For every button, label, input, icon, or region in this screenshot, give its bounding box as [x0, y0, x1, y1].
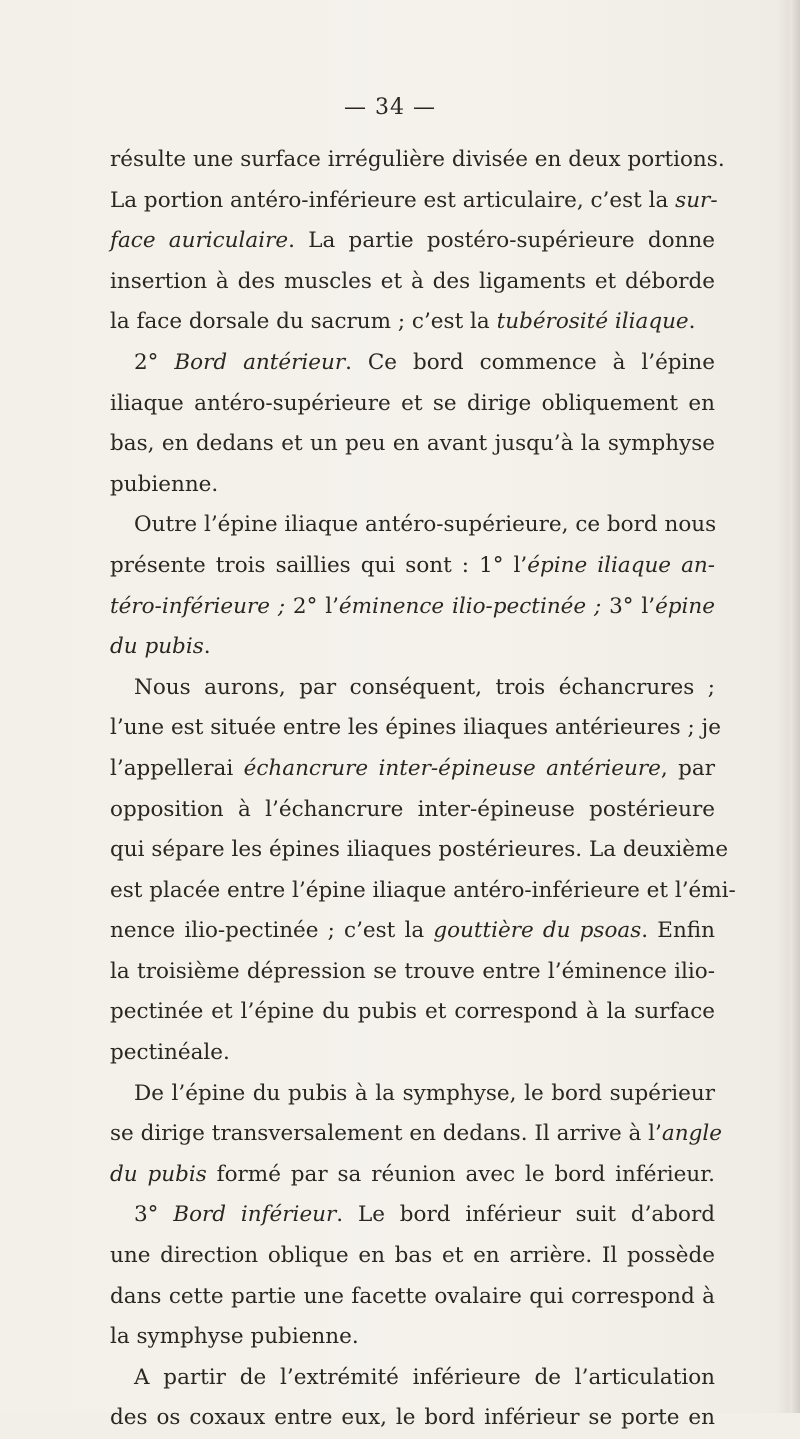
italic-term: face auriculaire	[110, 228, 289, 254]
text-line	[110, 546, 715, 587]
text-run: 3° l’	[609, 593, 656, 619]
text-run: résulte une surface irrégulière divisée en deux portions.	[110, 147, 725, 172]
text-line	[110, 1317, 715, 1358]
body-text	[110, 140, 736, 1439]
text-run: 2°	[134, 349, 175, 375]
text-run: . Ce bord commence à l’épine	[345, 349, 716, 375]
text-run: dans cette partie une facette ovalaire qui correspond à	[110, 1283, 715, 1309]
text-line	[110, 749, 715, 790]
text-line	[110, 911, 715, 952]
text-line	[110, 343, 715, 384]
text-line	[110, 790, 715, 831]
text-run: la troisième dépression se trouve entre l’éminence ilio-	[110, 958, 715, 984]
text-line	[110, 1033, 715, 1074]
text-run: des os coxaux entre eux, le bord inférieur se porte en	[110, 1405, 715, 1431]
page-number: — 34 —	[344, 95, 436, 120]
text-run: pubienne.	[110, 471, 219, 497]
text-line	[110, 424, 715, 465]
text-run: . Enfin	[641, 918, 715, 944]
italic-term: épine	[655, 593, 715, 619]
text-run: Outre l’épine iliaque antéro-supérieure, ce bord nous	[134, 512, 717, 538]
italic-term: angle	[661, 1121, 722, 1147]
text-line	[110, 668, 715, 709]
text-line	[110, 384, 715, 425]
italic-term: échancrure inter-épineuse antérieure	[243, 755, 661, 781]
text-run: présente trois saillies qui sont : 1° l’	[110, 552, 528, 578]
text-run: iliaque antéro-supérieure et se dirige obliquement en	[110, 390, 715, 416]
text-line	[110, 992, 715, 1033]
text-run: , par	[660, 755, 715, 781]
text-line	[110, 505, 715, 546]
text-run: l’appellerai	[110, 755, 244, 781]
text-run: . La partie postéro-supérieure donne	[288, 228, 715, 254]
text-run: .	[203, 634, 211, 660]
italic-term: du pubis	[110, 1161, 207, 1187]
text-run: une direction oblique en bas et en arrière. Il possède	[110, 1243, 715, 1269]
text-line	[110, 1114, 722, 1155]
italic-term: épine iliaque an-	[527, 552, 715, 578]
text-run: La portion antéro-inférieure est articulaire, c’est la	[110, 187, 676, 213]
text-line	[110, 708, 721, 749]
italic-term: du pubis	[110, 634, 204, 660]
text-run: nence ilio-pectinée ; c’est la	[110, 918, 434, 944]
text-line	[110, 871, 736, 912]
text-run: Nous aurons, par conséquent, trois échancrures ;	[134, 674, 715, 700]
text-line	[110, 221, 715, 262]
text-line	[110, 140, 725, 181]
italic-term: éminence ilio-pectinée ;	[338, 593, 610, 619]
text-run: opposition à l’échancrure inter-épineuse postérieure	[110, 796, 715, 822]
text-line	[110, 627, 715, 668]
text-run: bas, en dedans et un peu en avant jusqu’à la symphyse	[110, 431, 715, 457]
page-edge	[790, 0, 800, 1413]
italic-term: gouttière du psoas	[433, 918, 642, 944]
text-run: est placée entre l’épine iliaque antéro-inférieure et l’émi-	[110, 877, 736, 903]
italic-term: téro-inférieure ;	[110, 593, 293, 619]
text-line	[110, 830, 729, 871]
text-run: insertion à des muscles et à des ligaments et déborde	[110, 268, 715, 294]
text-run: 3°	[134, 1202, 174, 1228]
text-line	[110, 302, 715, 343]
text-line	[110, 1074, 715, 1115]
text-line	[110, 587, 715, 628]
text-run: De l’épine du pubis à la symphyse, le bord supérieur	[134, 1080, 715, 1106]
text-run: se dirige transversalement en dedans. Il arrive à l’	[110, 1121, 662, 1147]
text-line	[110, 1277, 715, 1318]
text-line	[110, 1236, 715, 1277]
text-line	[110, 1358, 715, 1399]
text-run: la symphyse pubienne.	[110, 1324, 359, 1350]
text-run: formé par sa réunion avec le bord inférieur.	[206, 1161, 715, 1187]
text-run: qui sépare les épines iliaques postérieures. La deuxième	[110, 837, 729, 863]
text-run: pectinée et l’épine du pubis et correspond à la surface	[110, 999, 715, 1025]
text-line	[110, 1398, 715, 1439]
text-run: pectinéale.	[110, 1040, 230, 1066]
text-line	[110, 1155, 715, 1196]
text-run: .	[688, 309, 696, 335]
text-line	[110, 181, 718, 222]
text-run: la face dorsale du sacrum ; c’est la	[110, 309, 497, 335]
text-run: l’une est située entre les épines iliaques antérieures ; je	[110, 715, 721, 741]
text-run: . Le bord inférieur suit d’abord	[336, 1202, 715, 1228]
text-line	[110, 465, 715, 506]
text-run: 2° l’	[292, 593, 339, 619]
text-line	[110, 262, 715, 303]
italic-term: Bord inférieur	[173, 1202, 337, 1228]
text-line	[110, 952, 715, 993]
italic-term: tubérosité iliaque	[496, 309, 689, 335]
italic-term: Bord antérieur	[174, 349, 346, 375]
text-run: A partir de l’extrémité inférieure de l’articulation	[134, 1364, 715, 1390]
italic-term: sur-	[675, 187, 718, 213]
text-line	[110, 1195, 715, 1236]
